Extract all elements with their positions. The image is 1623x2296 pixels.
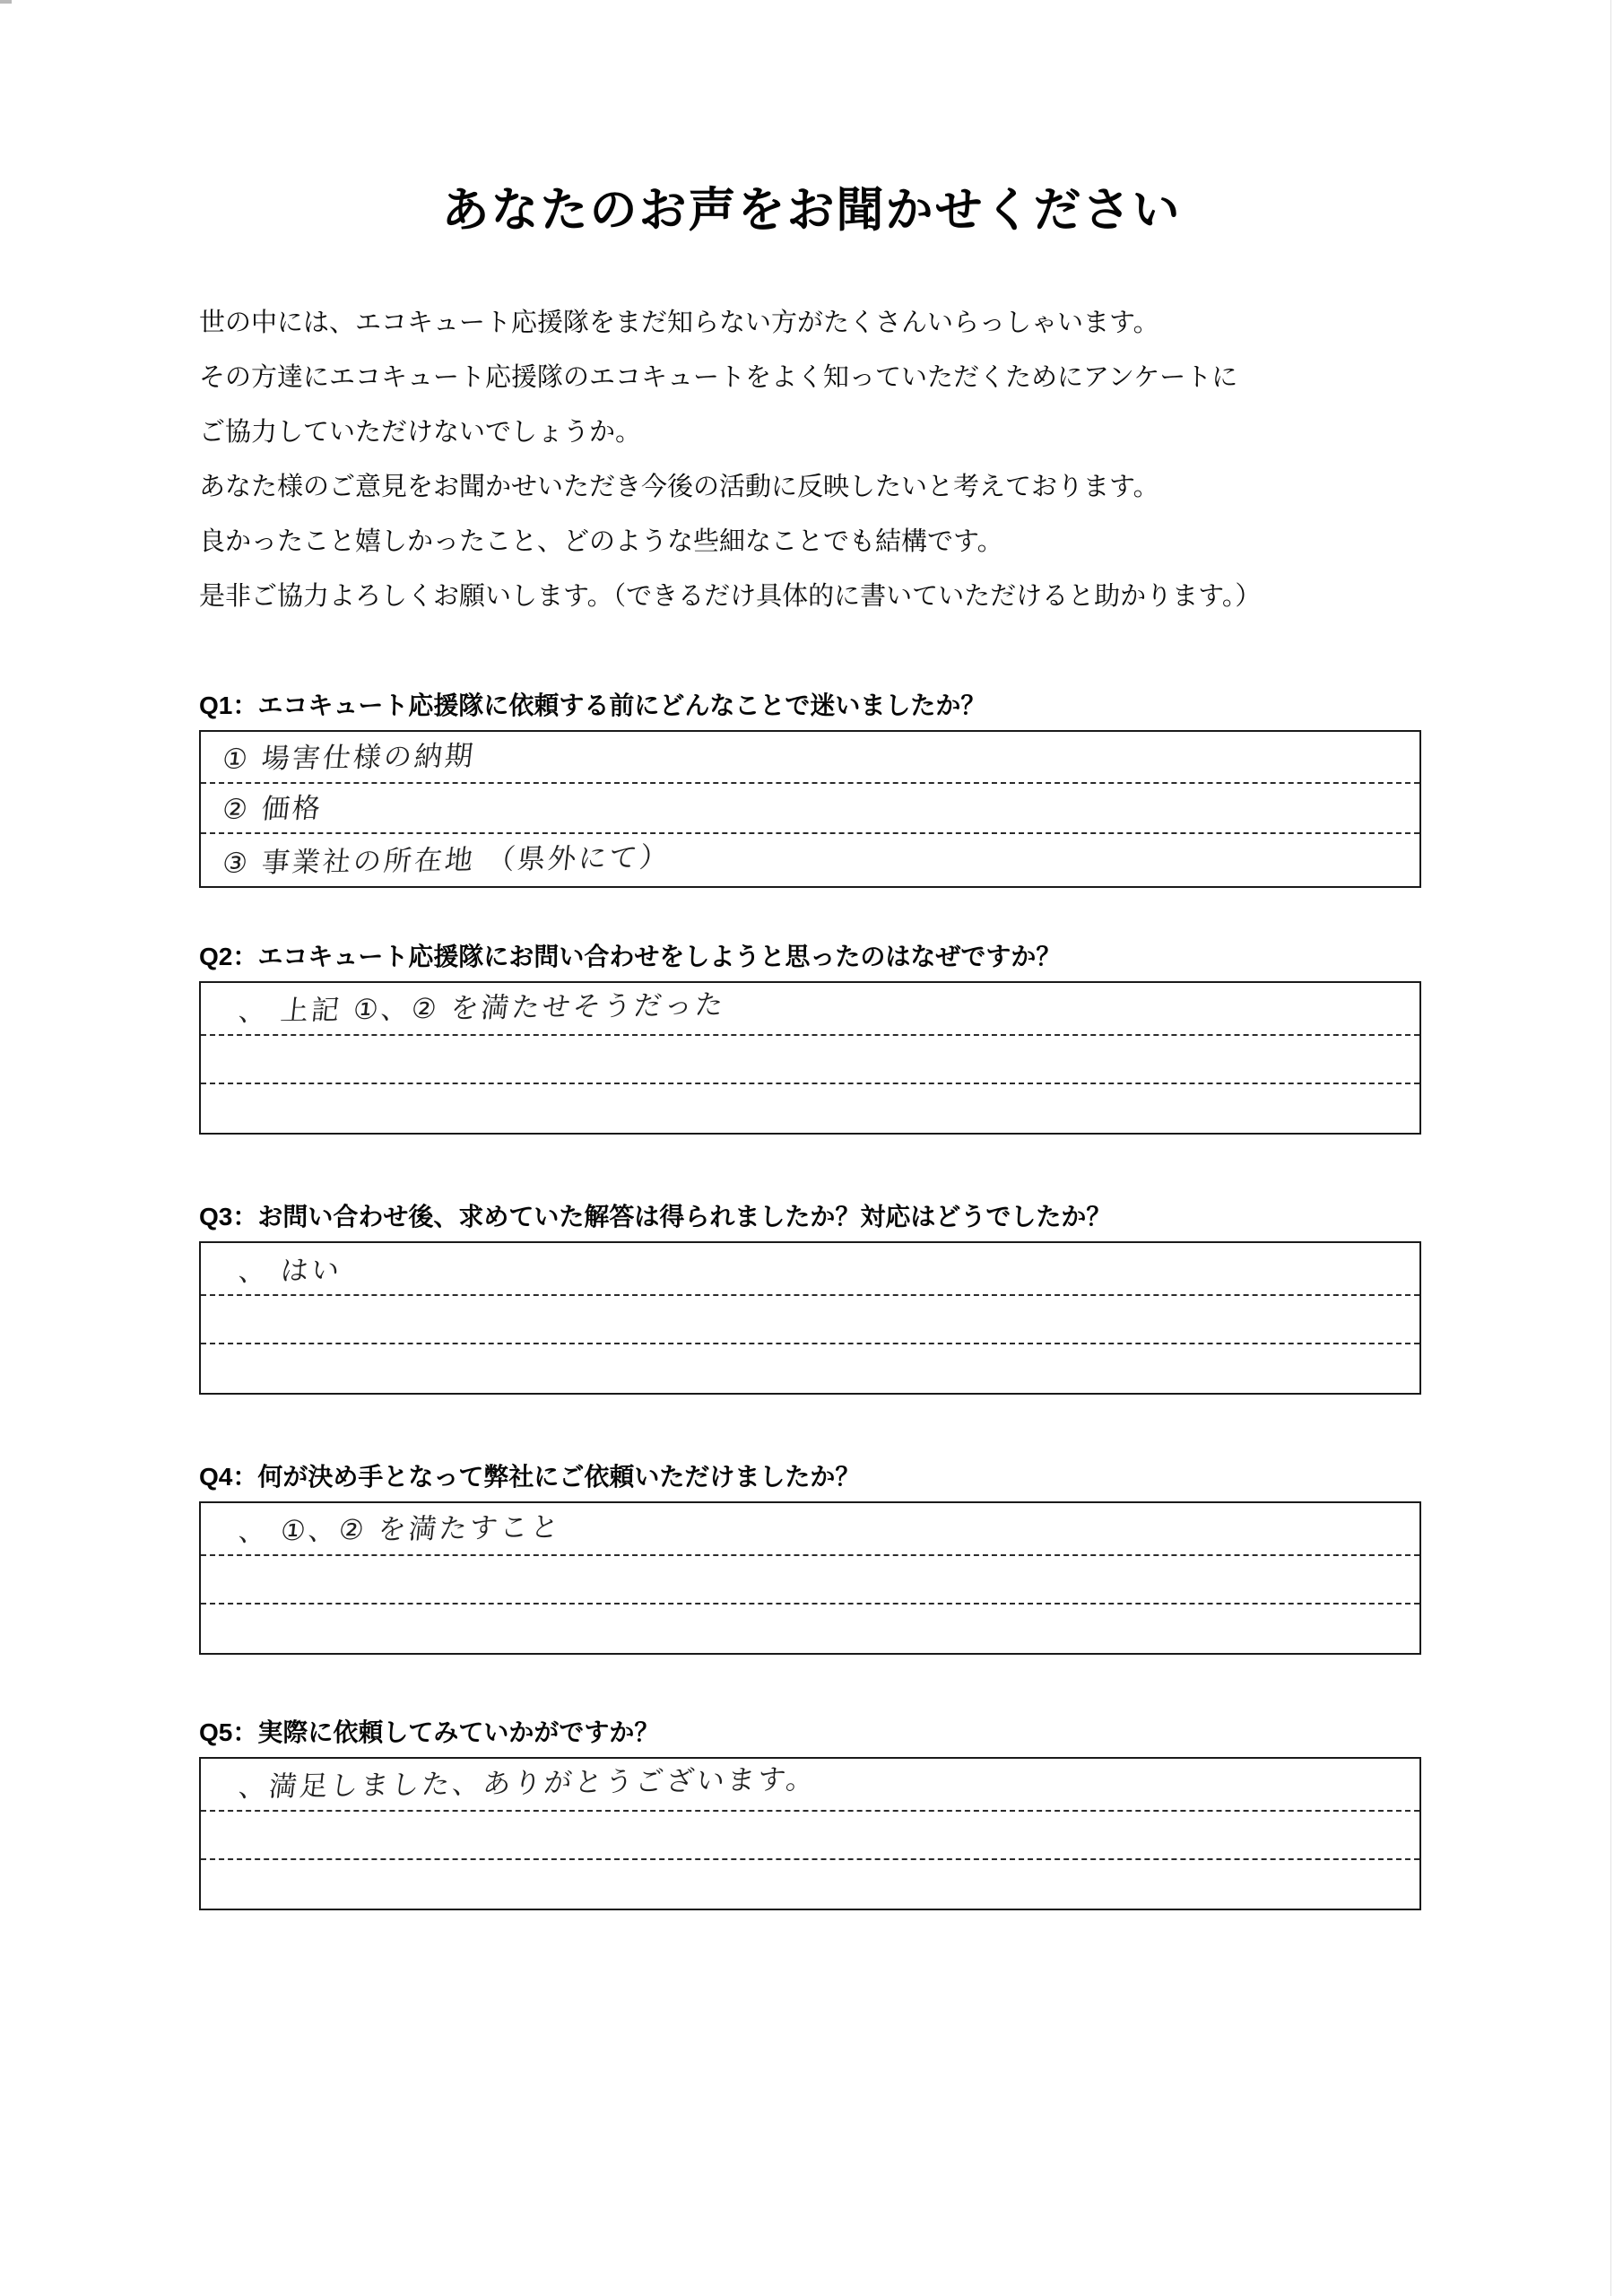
answer-box-q5[interactable] (199, 1757, 1421, 1910)
answer-box-q1[interactable] (199, 730, 1421, 888)
answer-row[interactable] (201, 1503, 1419, 1556)
answer-row[interactable] (201, 1344, 1419, 1393)
question-block-q5 (199, 1713, 1421, 1910)
answer-row[interactable] (201, 1605, 1419, 1653)
question-block-q2 (199, 937, 1421, 1135)
handwritten-answer-text: 、 ①、② を満たすこと (237, 1510, 563, 1549)
intro-line: 是非ご協力よろしくお願いします。（できるだけ具体的に書いていただけると助かります。） (199, 582, 1262, 611)
answer-row[interactable] (201, 1860, 1419, 1909)
answer-row[interactable] (201, 1243, 1419, 1296)
answer-row[interactable] (201, 1036, 1419, 1084)
answer-box-q4[interactable] (199, 1501, 1421, 1655)
intro-paragraph (199, 296, 1454, 624)
answer-row[interactable] (201, 1084, 1419, 1133)
intro-line: その方達にエコキュート応援隊のエコキュートをよく知っていただくためにアンケートに (199, 363, 1238, 392)
handwritten-answer-text: ② 価格 (221, 792, 325, 827)
intro-line: 良かったこと嬉しかったこと、どのような些細なことでも結構です。 (199, 527, 1003, 556)
answer-row[interactable] (201, 1812, 1419, 1860)
question-label-q1: Q1：エコキュート応援隊に依頼する前にどんなことで迷いましたか？ (199, 691, 986, 719)
answer-row[interactable] (201, 732, 1419, 784)
answer-row[interactable] (201, 1296, 1419, 1344)
answer-row[interactable] (201, 983, 1419, 1036)
answer-row[interactable] (201, 1556, 1419, 1605)
answer-row[interactable] (201, 1759, 1419, 1812)
question-block-q4 (199, 1457, 1421, 1655)
handwritten-answer-text: 、満足しました、ありがとうございます。 (237, 1763, 819, 1805)
question-label-q2: Q2：エコキュート応援隊にお問い合わせをしようと思ったのはなぜですか？ (199, 943, 1062, 970)
handwritten-answer-text: 、 上記 ①、② を満たせそうだった (237, 988, 728, 1029)
answer-box-q2[interactable] (199, 981, 1421, 1135)
question-block-q1 (199, 686, 1421, 888)
question-block-q3 (199, 1197, 1421, 1395)
answer-box-q3[interactable] (199, 1241, 1421, 1395)
handwritten-answer-text: 、 はい (237, 1254, 344, 1289)
question-label-q4: Q4：何が決め手となって弊社にご依頼いただけましたか？ (199, 1463, 861, 1491)
intro-line: あなた様のご意見をお聞かせいただき今後の活動に反映したいと考えております。 (199, 473, 1159, 501)
question-label-q3: Q3：お問い合わせ後、求めていた解答は得られましたか？対応はどうでしたか？ (199, 1203, 1112, 1231)
question-label-q5: Q5：実際に依頼してみていかがですか？ (199, 1718, 660, 1746)
scan-artifact-top-left (0, 0, 12, 4)
handwritten-answer-text: ① 場害仕様の納期 (221, 740, 478, 777)
intro-line: 世の中には、エコキュート応援隊をまだ知らない方がたくさんいらっしゃいます。 (199, 309, 1159, 337)
intro-line: ご協力していただけないでしょうか。 (199, 418, 642, 447)
scan-edge-line-right (1610, 0, 1611, 2296)
page-title: あなたのお声をお聞かせください (441, 184, 1182, 237)
answer-row[interactable] (201, 834, 1419, 886)
handwritten-answer-text: ③ 事業社の所在地 （県外にて） (221, 841, 673, 881)
answer-row[interactable] (201, 784, 1419, 834)
